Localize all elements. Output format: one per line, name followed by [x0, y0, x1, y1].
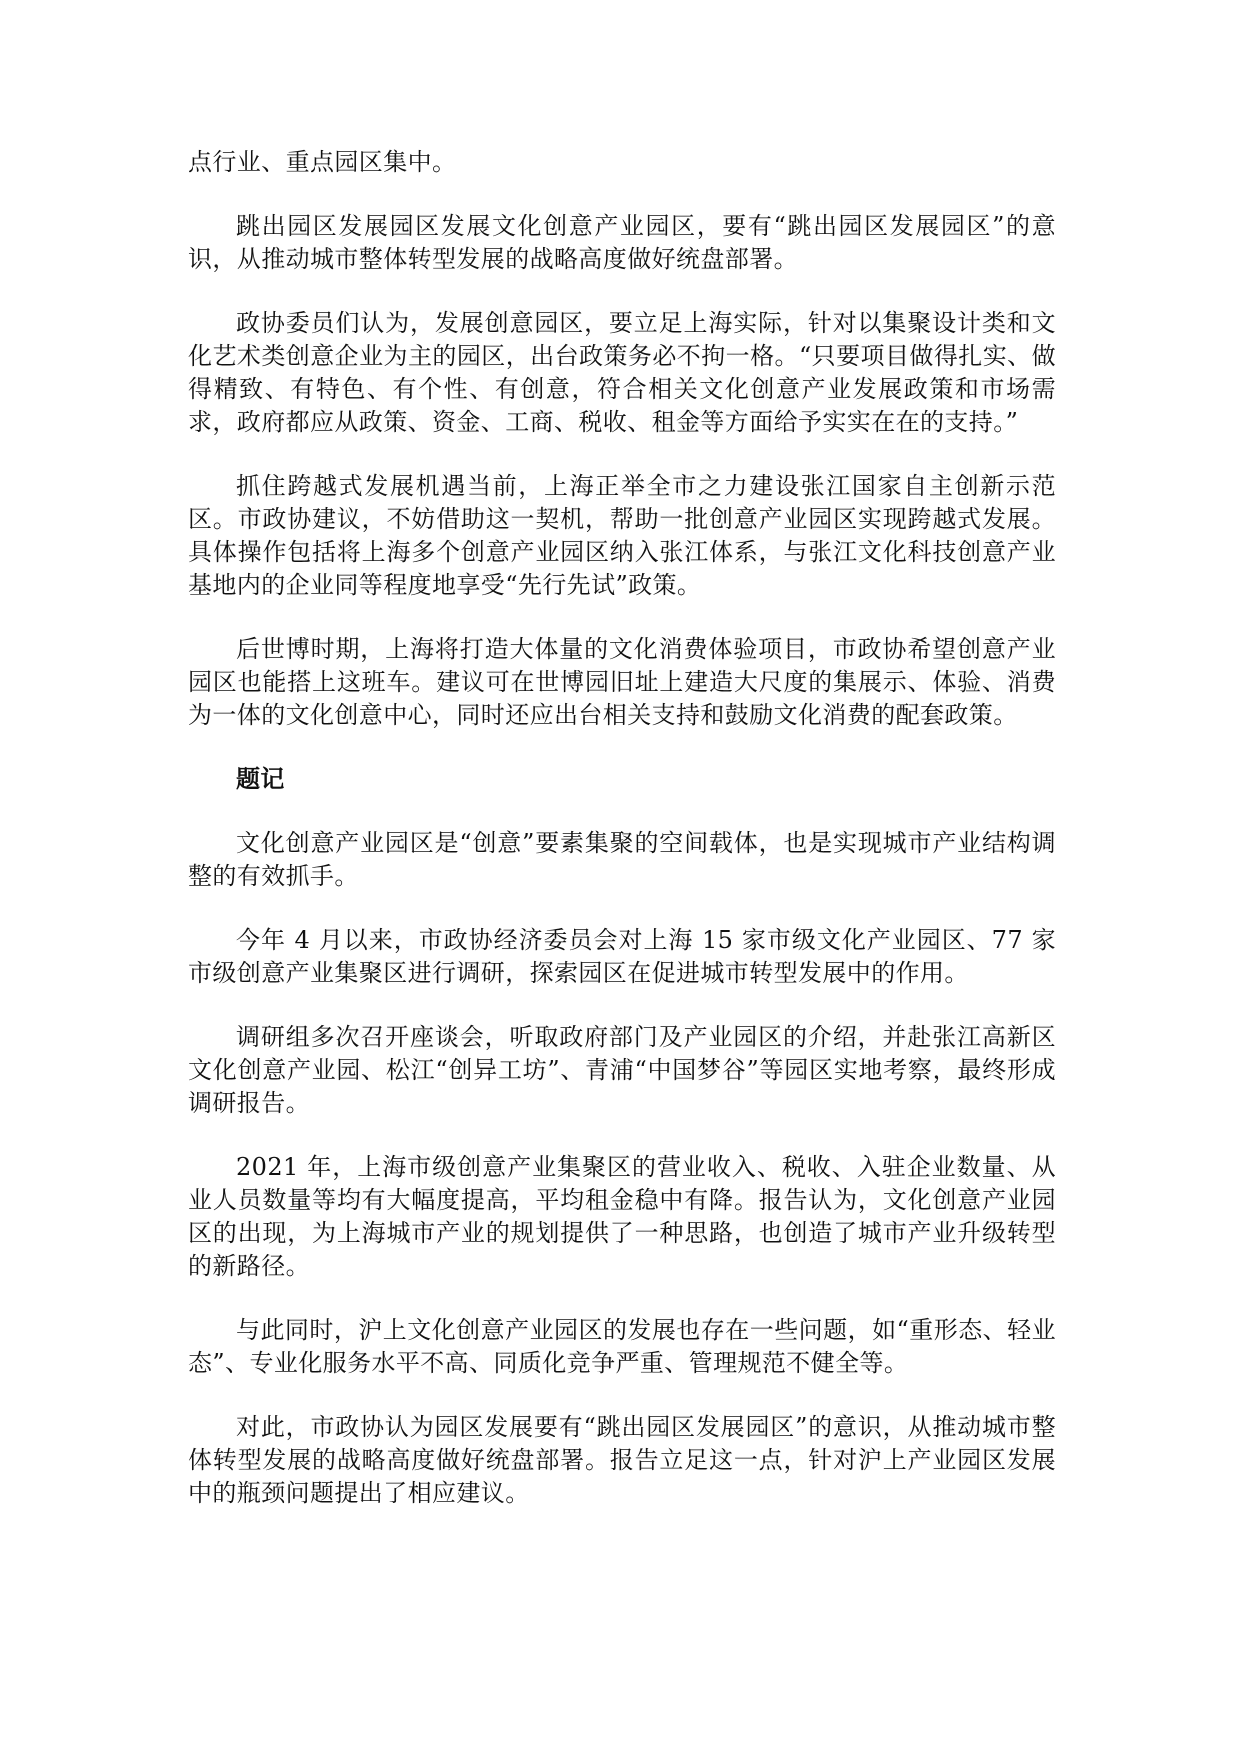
paragraph-post-expo: 后世博时期，上海将打造大体量的文化消费体验项目，市政协希望创意产业园区也能搭上这班车。建议可在世博园旧址上建造大尺度的集展示、体验、消费为一体的文化创意中心，同时还应出台相关支持和鼓励文化消费的配套政策。	[188, 635, 1056, 729]
paragraph-jump-out-of-parks: 跳出园区发展园区发展文化创意产业园区，要有“跳出园区发展园区”的意识，从推动城市整体转型发展的战略高度做好统盘部署。	[188, 212, 1056, 273]
paragraph-problems: 与此同时，沪上文化创意产业园区的发展也存在一些问题，如“重形态、轻业态”、专业化服务水平不高、同质化竞争严重、管理规范不健全等。	[188, 1316, 1056, 1377]
paragraph-2021-results: 2021 年，上海市级创意产业集聚区的营业收入、税收、入驻企业数量、从业人员数量等均有大幅度提高，平均租金稳中有降。报告认为，文化创意产业园区的出现，为上海城市产业的规划提供了一种思路，也创造了城市产业升级转型的新路径。	[188, 1153, 1056, 1280]
paragraph-continuation: 点行业、重点园区集中。	[188, 148, 457, 176]
section-heading: 题记	[236, 765, 285, 793]
paragraph-survey-scope: 今年 4 月以来，市政协经济委员会对上海 15 家市级文化产业园区、77 家市级创意产业集聚区进行调研，探索园区在促进城市转型发展中的作用。	[188, 926, 1056, 987]
article-body	[188, 146, 1056, 1541]
paragraph-creative-parks-carrier: 文化创意产业园区是“创意”要素集聚的空间载体，也是实现城市产业结构调整的有效抓手。	[188, 829, 1056, 890]
paragraph-research-group: 调研组多次召开座谈会，听取政府部门及产业园区的介绍，并赴张江高新区文化创意产业园、松江“创异工坊”、青浦“中国梦谷”等园区实地考察，最终形成调研报告。	[188, 1023, 1056, 1117]
paragraph-recommendations: 对此，市政协认为园区发展要有“跳出园区发展园区”的意识，从推动城市整体转型发展的战略高度做好统盘部署。报告立足这一点，针对沪上产业园区发展中的瓶颈问题提出了相应建议。	[188, 1413, 1056, 1507]
paragraph-cppcc-members: 政协委员们认为，发展创意园区，要立足上海实际，针对以集聚设计类和文化艺术类创意企业为主的园区，出台政策务必不拘一格。“只要项目做得扎实、做得精致、有特色、有个性、有创意，符合相关文化创意产业发展政策和市场需求，政府都应从政策、资金、工商、税收、租金等方面给予实实在在的支持。”	[188, 309, 1056, 436]
paragraph-leapfrog-opportunity: 抓住跨越式发展机遇当前，上海正举全市之力建设张江国家自主创新示范区。市政协建议，不妨借助这一契机，帮助一批创意产业园区实现跨越式发展。具体操作包括将上海多个创意产业园区纳入张江体系，与张江文化科技创意产业基地内的企业同等程度地享受“先行先试”政策。	[188, 472, 1056, 599]
